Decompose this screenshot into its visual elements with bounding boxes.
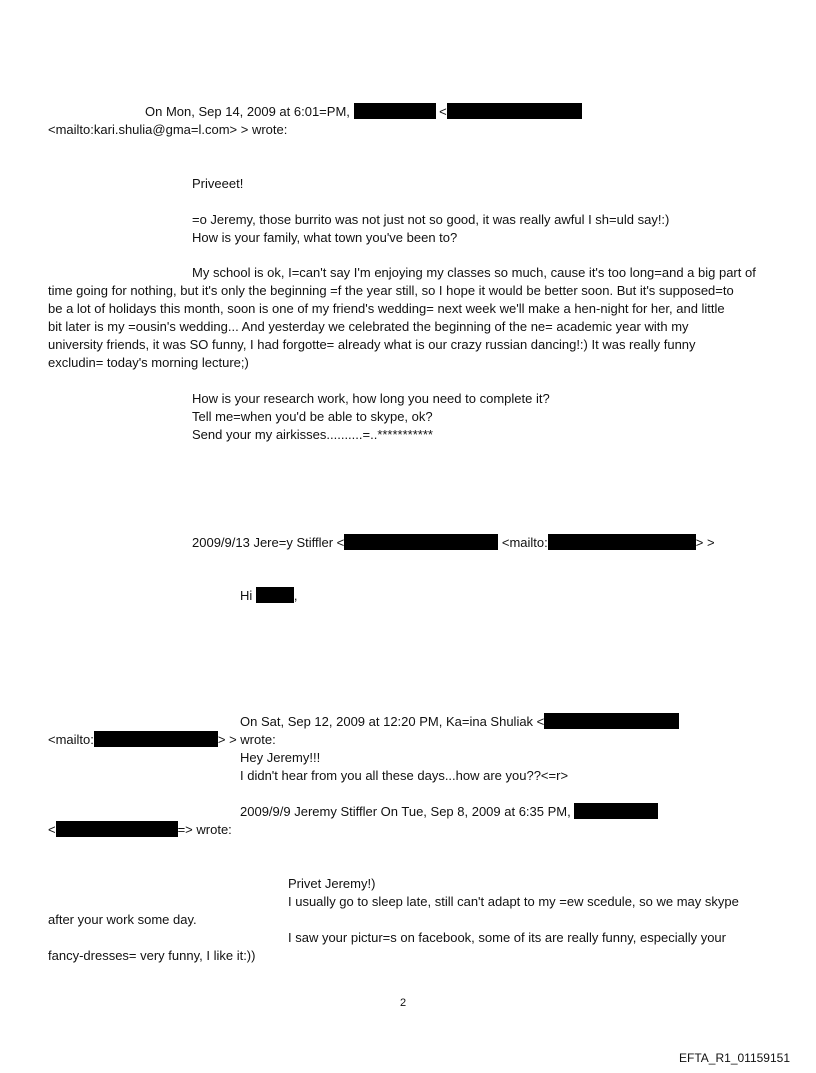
email3-mailto-line: [48, 731, 276, 749]
email1-line1: =o Jeremy, those burrito was not just not so good, it was really awful I sh=uld say!:): [192, 212, 670, 227]
email1-paragraph: [48, 264, 778, 372]
email2-hi: Hi: [240, 588, 253, 603]
email4-wrote: => wrote:: [177, 822, 232, 837]
email2-header-line: [192, 534, 715, 552]
redaction-box: [344, 534, 498, 550]
email1-send: Send your my airkisses..........=..***********: [192, 427, 433, 442]
email2-mailto-open: <mailto:: [501, 535, 548, 550]
email4-sender-line: [48, 821, 232, 839]
page-number: 2: [400, 997, 407, 1009]
email1-greeting: Priveeet!: [192, 176, 244, 191]
email4-privet: Privet Jeremy!): [288, 876, 376, 891]
paragraph-line: university friends, it was SO funny, I had forgotte= already what is our crazy russian dancing!:) It was really funny: [48, 337, 696, 352]
email1-header-lt: <: [439, 104, 447, 119]
email1-header-intro: On Mon, Sep 14, 2009 at 6:01=PM,: [145, 104, 350, 119]
email2-close: > >: [695, 535, 715, 550]
paragraph-line: excludin= today's morning lecture;): [48, 355, 249, 370]
email3-mailto-open: <mailto:: [48, 732, 94, 747]
email2-hi-line: [240, 587, 298, 605]
email4-sleep-b: after your work some day.: [48, 912, 197, 927]
redaction-box: [447, 103, 582, 119]
paragraph-line: time going for nothing, but it's only the beginning =f the year still, so I hope it would be better soon. But it's supposed=to: [48, 283, 734, 298]
redaction-box: [256, 587, 294, 603]
email4-pics-a: I saw your pictur=s on facebook, some of its are really funny, especially your: [288, 930, 726, 945]
email1-line2: How is your family, what town you've been to?: [192, 230, 458, 245]
email4-pics-b: fancy-dresses= very funny, I like it:)): [48, 948, 256, 963]
email1-mailto: <mailto:kari.shulia@gma=l.com> > wrote:: [48, 122, 288, 137]
email2-header-intro: 2009/9/13 Jere=y Stiffler <: [192, 535, 345, 550]
email3-didnt: I didn't hear from you all these days...how are you??<=r>: [240, 768, 569, 783]
document-id: EFTA_R1_01159151: [679, 1051, 790, 1065]
email4-sleep-a: I usually go to sleep late, still can't adapt to my =ew scedule, so we may skype: [288, 894, 739, 909]
redaction-box: [94, 731, 218, 747]
email3-header-line: [240, 713, 679, 731]
email4-lt: <: [48, 822, 56, 837]
redaction-box: [354, 103, 436, 119]
email2-comma: ,: [293, 588, 298, 603]
email3-header-intro: On Sat, Sep 12, 2009 at 12:20 PM, Ka=ina Shuliak <: [240, 714, 545, 729]
email4-header-line: [240, 803, 658, 821]
redaction-box: [56, 821, 178, 837]
paragraph-line: bit later is my =ousin's wedding... And yesterday we celebrated the beginning of the ne= academic year with my: [48, 319, 689, 334]
email1-header-line: [145, 103, 582, 121]
redaction-box: [548, 534, 696, 550]
email1-tell: Tell me=when you'd be able to skype, ok?: [192, 409, 433, 424]
paragraph-line: be a lot of holidays this month, soon is one of my friend's wedding= next week we'll make a hen-night for her, and little: [48, 301, 725, 316]
email1-research: How is your research work, how long you need to complete it?: [192, 391, 550, 406]
email3-wrote: > > wrote:: [217, 732, 276, 747]
email3-hey: Hey Jeremy!!!: [240, 750, 321, 765]
paragraph-line: My school is ok, I=can't say I'm enjoying my classes so much, cause it's too long=and a big part of: [192, 265, 756, 280]
email4-header-intro: 2009/9/9 Jeremy Stiffler On Tue, Sep 8, 2009 at 6:35 PM,: [240, 804, 571, 819]
redaction-box: [544, 713, 679, 729]
redaction-box: [574, 803, 658, 819]
